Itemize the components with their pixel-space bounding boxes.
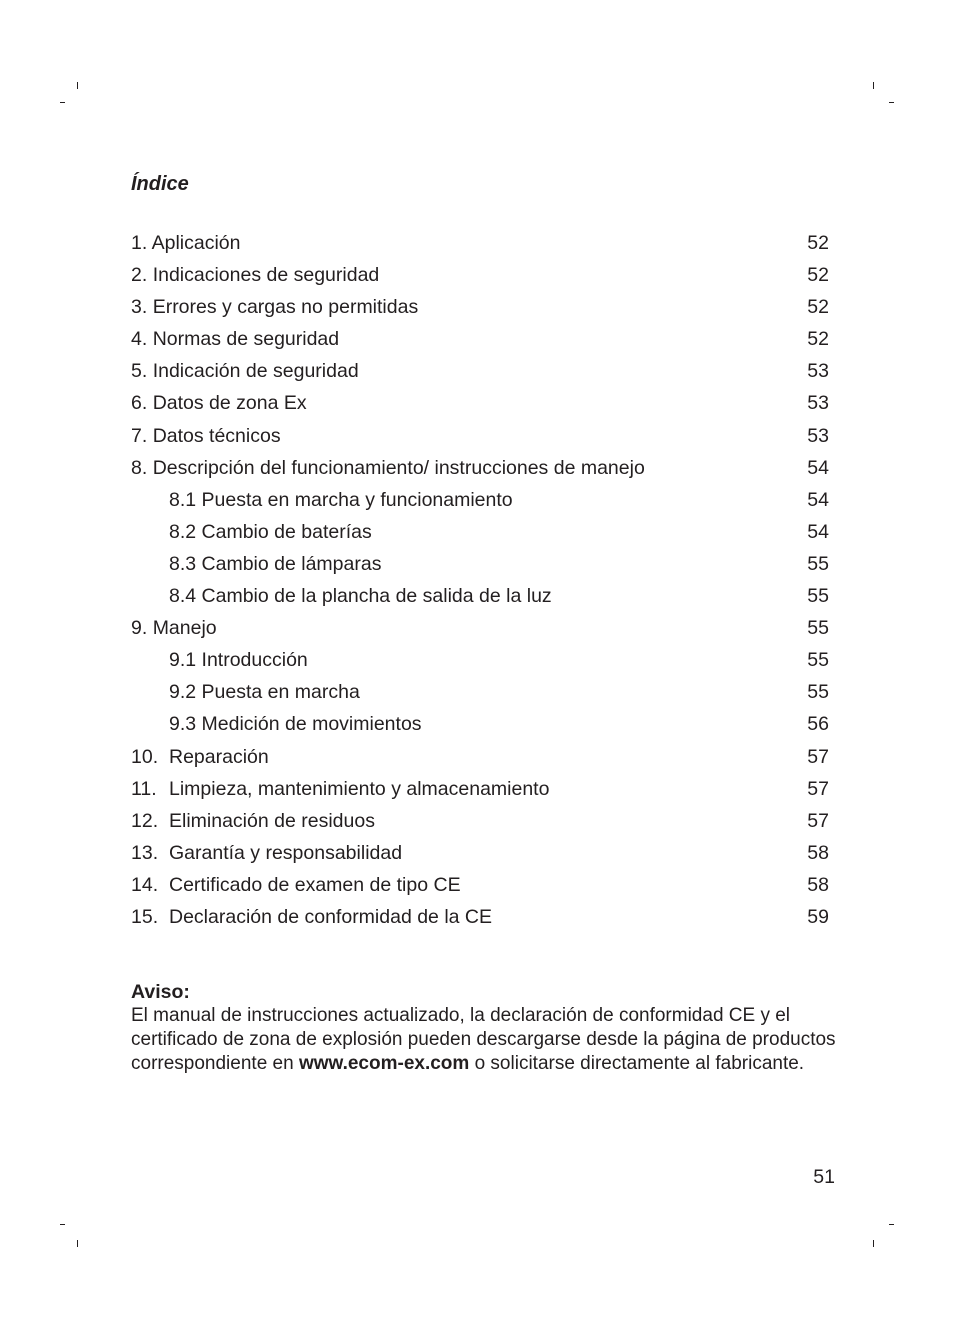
table-of-contents <box>131 227 829 933</box>
toc-title: Indicación de seguridad <box>152 360 359 383</box>
toc-number: 15. <box>131 905 159 928</box>
notice-text: o solicitarse directamente al fabricante. <box>469 1053 805 1074</box>
toc-title: Indicaciones de seguridad <box>152 264 380 287</box>
toc-number: 12. <box>131 809 159 832</box>
toc-number: 8.4 <box>169 585 197 608</box>
toc-page-number: 52 <box>807 264 829 287</box>
toc-page-number: 55 <box>807 617 829 640</box>
toc-number: 9. <box>131 617 148 640</box>
toc-number: 3. <box>131 296 148 319</box>
crop-mark-top-left <box>77 82 78 89</box>
toc-entry <box>131 259 829 291</box>
notice-section <box>131 980 851 1076</box>
toc-title: Limpieza, mantenimiento y almacenamiento <box>169 777 550 800</box>
toc-entry <box>131 323 829 355</box>
toc-number: 7. <box>131 424 148 447</box>
toc-title: Manejo <box>152 617 217 640</box>
toc-page-number: 56 <box>807 713 829 736</box>
toc-subentry <box>131 676 829 708</box>
toc-page-number: 57 <box>807 777 829 800</box>
toc-page-number: 55 <box>807 649 829 672</box>
toc-page-number: 55 <box>807 552 829 575</box>
toc-entry <box>131 227 829 259</box>
toc-title: Cambio de lámparas <box>201 552 382 575</box>
toc-number: 11. <box>131 777 157 800</box>
toc-number: 14. <box>131 873 159 896</box>
toc-title: Descripción del funcionamiento/ instrucciones de manejo <box>152 456 645 479</box>
toc-title: Cambio de baterías <box>201 520 372 543</box>
toc-subentry <box>131 516 829 548</box>
toc-page-number: 54 <box>807 520 829 543</box>
toc-entry <box>131 612 829 644</box>
toc-number: 9.1 <box>169 649 197 672</box>
crop-mark-bottom-left <box>60 1224 65 1225</box>
toc-number: 2. <box>131 264 148 287</box>
toc-subentry <box>131 708 829 740</box>
toc-title: Medición de movimientos <box>201 713 422 736</box>
toc-number: 9.2 <box>169 681 197 704</box>
notice-text: correspondiente en <box>131 1053 299 1074</box>
toc-entry <box>131 773 829 805</box>
toc-page-number: 54 <box>807 456 829 479</box>
toc-entry <box>131 741 829 773</box>
toc-entry <box>131 355 829 387</box>
toc-subentry <box>131 548 829 580</box>
toc-page-number: 55 <box>807 585 829 608</box>
toc-title: Cambio de la plancha de salida de la luz <box>201 585 552 608</box>
toc-entry <box>131 291 829 323</box>
toc-page-number: 58 <box>807 873 829 896</box>
toc-number: 8. <box>131 456 148 479</box>
toc-title: Certificado de examen de tipo CE <box>169 873 461 896</box>
toc-number: 6. <box>131 392 148 415</box>
toc-title: Introducción <box>201 649 308 672</box>
toc-entry <box>131 452 829 484</box>
crop-mark-bottom-left <box>77 1240 78 1247</box>
toc-page-number: 57 <box>807 745 829 768</box>
toc-title: Declaración de conformidad de la CE <box>169 905 493 928</box>
toc-page-number: 54 <box>807 488 829 511</box>
crop-mark-bottom-right <box>873 1240 874 1247</box>
toc-title: Aplicación <box>151 232 241 254</box>
toc-number: 4. <box>131 328 148 351</box>
notice-line: certificado de zona de explosión pueden descargarse desde la página de productos <box>131 1029 836 1050</box>
toc-number: 13. <box>131 841 159 864</box>
notice-line: El manual de instrucciones actualizado, la declaración de conformidad CE y el <box>131 1005 791 1026</box>
page-title: Índice <box>131 173 189 195</box>
toc-subentry <box>131 580 829 612</box>
toc-entry <box>131 387 829 419</box>
toc-page-number: 55 <box>807 681 829 704</box>
toc-page-number: 52 <box>807 296 829 319</box>
crop-mark-top-right <box>889 102 894 103</box>
crop-mark-top-left <box>60 102 65 103</box>
toc-page-number: 58 <box>807 841 829 864</box>
toc-entry <box>131 901 829 933</box>
notice-line <box>131 1052 851 1076</box>
toc-page-number: 53 <box>807 392 829 415</box>
toc-page-number: 52 <box>807 232 829 254</box>
toc-number: 8.3 <box>169 552 197 575</box>
notice-title: Aviso: <box>131 981 190 1003</box>
toc-page-number: 59 <box>807 905 829 928</box>
page-number: 51 <box>813 1166 835 1188</box>
toc-subentry <box>131 644 829 676</box>
toc-number: 5. <box>131 360 148 383</box>
toc-title: Datos de zona Ex <box>152 392 307 415</box>
toc-title: Eliminación de residuos <box>169 809 375 832</box>
toc-number: 1. <box>131 232 148 254</box>
toc-entry <box>131 805 829 837</box>
toc-number: 10. <box>131 745 159 768</box>
toc-entry <box>131 420 829 452</box>
crop-mark-top-right <box>873 82 874 89</box>
toc-title: Garantía y responsabilidad <box>169 841 403 864</box>
toc-title: Errores y cargas no permitidas <box>152 296 419 319</box>
toc-title: Puesta en marcha y funcionamiento <box>201 488 513 511</box>
toc-title: Normas de seguridad <box>152 328 340 351</box>
toc-title: Reparación <box>169 745 269 768</box>
toc-page-number: 53 <box>807 360 829 383</box>
toc-title: Puesta en marcha <box>201 681 360 704</box>
toc-entry <box>131 869 829 901</box>
toc-page-number: 52 <box>807 328 829 351</box>
toc-title: Datos técnicos <box>152 424 281 447</box>
toc-number: 9.3 <box>169 713 197 736</box>
crop-mark-bottom-right <box>889 1224 894 1225</box>
toc-number: 8.2 <box>169 520 197 543</box>
toc-entry <box>131 837 829 869</box>
website-link[interactable]: www.ecom-ex.com <box>298 1053 470 1074</box>
toc-subentry <box>131 484 829 516</box>
toc-number: 8.1 <box>169 488 197 511</box>
toc-page-number: 57 <box>807 809 829 832</box>
toc-page-number: 53 <box>807 424 829 447</box>
